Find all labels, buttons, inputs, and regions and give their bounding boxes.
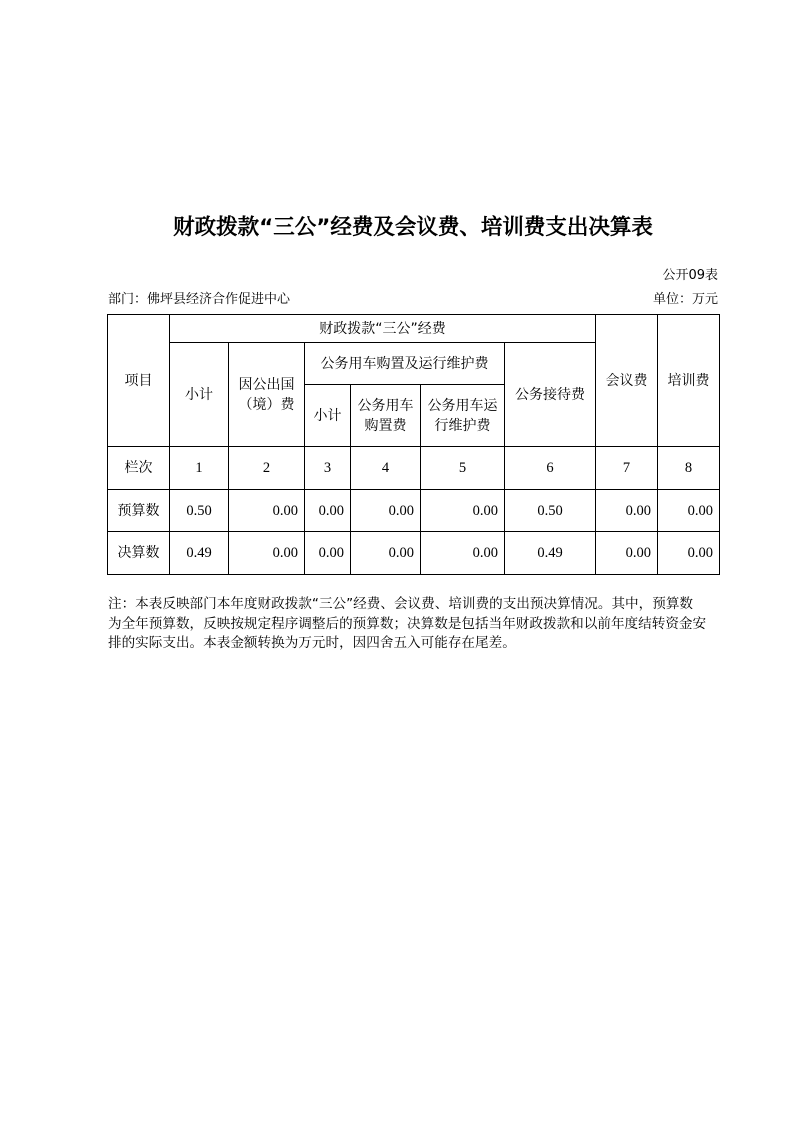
table-cell: 2 — [229, 447, 305, 490]
header-abroad — [229, 343, 305, 447]
footnote-line: 注：本表反映部门本年度财政拨款“三公”经费、会议费、培训费的支出预决算情况。其中，预算数 — [108, 596, 694, 612]
table-cell: 0.00 — [229, 532, 305, 575]
table-cell: 0.00 — [305, 532, 351, 575]
table-cell: 0.00 — [351, 532, 421, 575]
page-title: 财政拨款“三公”经费及会议费、培训费支出决算表 — [173, 215, 653, 240]
header-vehicle-purchase-line-2: 购置费 — [364, 417, 407, 434]
table-cell: 0.50 — [505, 490, 596, 532]
row-label: 决算数 — [108, 532, 170, 575]
table-row — [108, 490, 720, 532]
header-reception: 公务接待费 — [505, 343, 596, 447]
table-cell: 0.00 — [596, 532, 658, 575]
table-cell: 7 — [596, 447, 658, 490]
table-cell: 0.00 — [229, 490, 305, 532]
expense-table — [107, 314, 720, 575]
table-cell: 0.00 — [658, 532, 720, 575]
table-cell: 0.50 — [170, 490, 229, 532]
table-cell: 1 — [170, 447, 229, 490]
table-cell: 0.00 — [596, 490, 658, 532]
footnote-line: 排的实际支出。本表金额转换为万元时，因四舍五入可能存在尾差。 — [108, 635, 516, 651]
header-vehicle-operation — [421, 385, 505, 447]
footnote — [108, 595, 720, 654]
footnote-line: 为全年预算数，反映按规定程序调整后的预算数；决算数是包括当年财政拨款和以前年度结转资金安 — [108, 615, 707, 632]
header-meeting: 会议费 — [596, 315, 658, 447]
table-cell: 4 — [351, 447, 421, 490]
row-label: 预算数 — [108, 490, 170, 532]
header-abroad-line-2: （境）费 — [238, 396, 295, 413]
department-label: 部门：佛坪县经济合作促进中心 — [108, 292, 291, 307]
header-abroad-line-1: 因公出国 — [238, 376, 295, 393]
unit-label: 单位：万元 — [652, 292, 718, 307]
table-cell: 0.00 — [421, 532, 505, 575]
table-cell: 0.00 — [658, 490, 720, 532]
header-vehicle-group: 公务用车购置及运行维护费 — [305, 343, 505, 385]
header-sangong-group: 财政拨款“三公”经费 — [170, 315, 596, 343]
form-code: 公开09表 — [662, 268, 718, 283]
table-row — [108, 447, 720, 490]
table-cell: 0.49 — [170, 532, 229, 575]
header-vehicle-operation-line-2: 行维护费 — [434, 417, 491, 434]
header-vehicle-subtotal: 小计 — [305, 385, 351, 447]
header-vehicle-purchase-line-1: 公务用车 — [357, 397, 414, 414]
table-cell: 5 — [421, 447, 505, 490]
header-training: 培训费 — [658, 315, 720, 447]
header-subtotal: 小计 — [170, 343, 229, 447]
table-cell: 3 — [305, 447, 351, 490]
header-vehicle-operation-line-1: 公务用车运 — [427, 397, 498, 414]
table-cell: 0.49 — [505, 532, 596, 575]
header-item: 项目 — [108, 315, 170, 447]
header-vehicle-purchase — [351, 385, 421, 447]
header-row-1 — [108, 315, 720, 343]
table-cell: 6 — [505, 447, 596, 490]
table-cell: 0.00 — [305, 490, 351, 532]
table-cell: 8 — [658, 447, 720, 490]
table-row — [108, 532, 720, 575]
table-cell: 0.00 — [351, 490, 421, 532]
row-label: 栏次 — [108, 447, 170, 490]
table-cell: 0.00 — [421, 490, 505, 532]
